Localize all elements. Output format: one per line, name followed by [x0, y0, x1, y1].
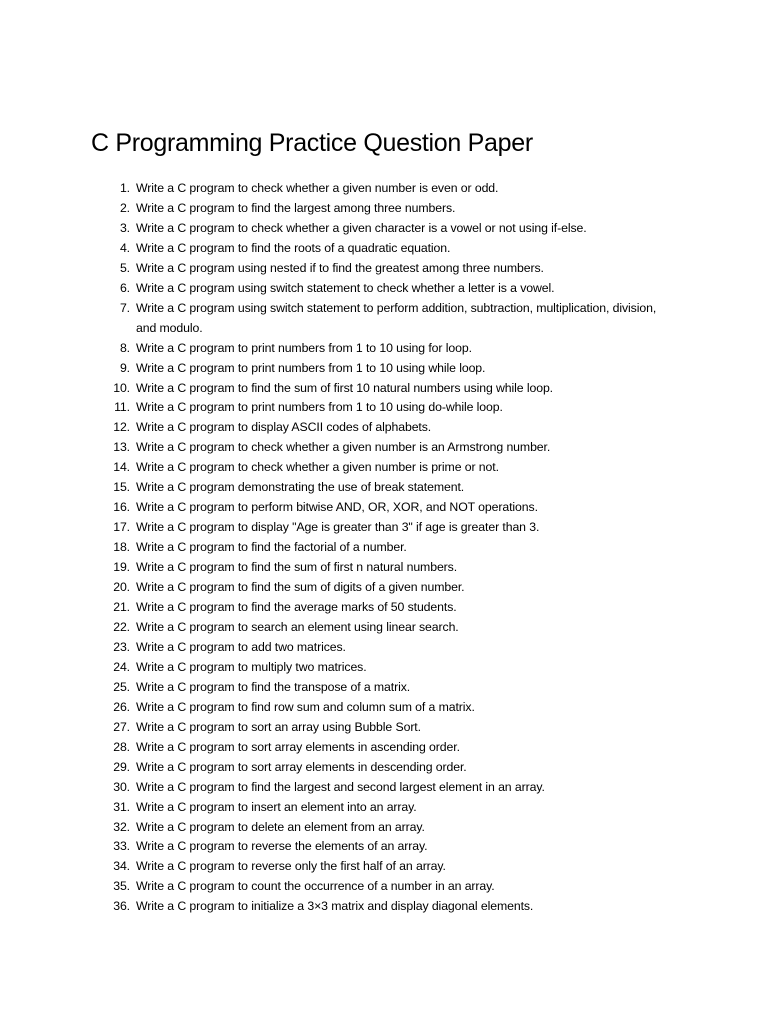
question-number: 6.: [119, 280, 130, 295]
question-text: Write a C program to sort array elements in descending order.: [136, 759, 467, 774]
question-text: Write a C program to check whether a given number is even or odd.: [136, 181, 499, 195]
question-text: Write a C program to find the largest and second largest element in an array.: [136, 779, 545, 794]
question-item: [105, 897, 665, 917]
question-item: [105, 418, 665, 438]
question-item: [105, 538, 665, 558]
question-number: 34.: [113, 859, 130, 874]
question-item: [105, 558, 665, 578]
question-number: 12.: [113, 420, 130, 435]
question-text: Write a C program to search an element using linear search.: [136, 619, 459, 634]
page-title: C Programming Practice Question Paper: [91, 129, 533, 157]
question-text: Write a C program to find the average marks of 50 students.: [136, 600, 457, 615]
question-item: [105, 199, 665, 219]
question-text: Write a C program to sort array elements in ascending order.: [136, 739, 460, 754]
question-text: Write a C program to print numbers from 1 to 10 using while loop.: [136, 360, 486, 375]
question-item: [105, 239, 665, 259]
question-item: [105, 678, 665, 698]
question-number: 26.: [113, 699, 130, 714]
question-item: [105, 698, 665, 718]
question-number: 27.: [113, 719, 130, 734]
question-item: [105, 738, 665, 758]
question-text: Write a C program to find the transpose of a matrix.: [136, 679, 411, 694]
question-text: Write a C program to sort an array using Bubble Sort.: [136, 719, 421, 734]
question-number: 18.: [113, 540, 130, 555]
question-item: [105, 818, 665, 838]
question-item: [105, 857, 665, 877]
question-item: [105, 877, 665, 897]
question-number: 7.: [119, 300, 130, 315]
question-number: 28.: [113, 739, 130, 754]
question-number: 5.: [119, 260, 130, 275]
question-item: [105, 518, 665, 538]
question-text: Write a C program to add two matrices.: [136, 639, 346, 654]
question-item: [105, 219, 665, 239]
question-number: 13.: [113, 440, 130, 455]
question-text: Write a C program using switch statement to check whether a letter is a vowel.: [136, 280, 555, 295]
question-number: 33.: [113, 839, 130, 854]
question-text: Write a C program to multiply two matrices.: [136, 659, 367, 674]
question-item: [105, 339, 665, 359]
question-number: 25.: [113, 679, 130, 694]
question-item: [105, 498, 665, 518]
question-number: 3.: [119, 220, 130, 235]
question-text: Write a C program to initialize a 3×3 matrix and display diagonal elements.: [136, 899, 534, 914]
question-item: [105, 359, 665, 379]
question-text: Write a C program to reverse the elements of an array.: [136, 839, 428, 854]
question-text: Write a C program to print numbers from 1 to 10 using for loop.: [136, 340, 472, 355]
question-item: [105, 458, 665, 478]
question-number: 8.: [119, 340, 130, 355]
question-text: Write a C program to delete an element from an array.: [136, 819, 425, 834]
question-text: Write a C program to find the sum of first n natural numbers.: [136, 560, 458, 575]
question-item: [105, 598, 665, 618]
question-item: [105, 299, 665, 339]
question-item: [105, 478, 665, 498]
question-number: 20.: [113, 580, 130, 595]
question-number: 21.: [113, 600, 130, 615]
question-number: 30.: [113, 779, 130, 794]
question-item: [105, 778, 665, 798]
question-number: 15.: [113, 480, 130, 495]
question-text: Write a C program to find the sum of digits of a given number.: [136, 580, 465, 595]
question-number: 17.: [113, 520, 130, 535]
question-text: Write a C program to perform bitwise AND, OR, XOR, and NOT operations.: [136, 500, 538, 515]
question-text: Write a C program to find the roots of a quadratic equation.: [136, 240, 451, 255]
question-number: 31.: [113, 799, 130, 814]
question-text: Write a C program to find the largest among three numbers.: [136, 200, 456, 215]
question-text: Write a C program to print numbers from 1 to 10 using do-while loop.: [136, 400, 503, 415]
question-number: 36.: [113, 899, 130, 914]
question-number: 22.: [113, 619, 130, 634]
question-item: [105, 398, 665, 418]
question-item: [105, 438, 665, 458]
question-text: Write a C program to reverse only the first half of an array.: [136, 859, 446, 874]
question-number: 14.: [113, 460, 130, 475]
question-number: 29.: [113, 759, 130, 774]
question-text: Write a C program using switch statement to perform addition, subtraction, multiplication, division, and modulo.: [136, 300, 657, 335]
question-text: Write a C program to find the sum of first 10 natural numbers using while loop.: [136, 380, 553, 395]
question-number: 2.: [119, 200, 130, 215]
question-item: [105, 279, 665, 299]
question-text: Write a C program to check whether a given number is an Armstrong number.: [136, 440, 551, 455]
question-item: [105, 758, 665, 778]
question-text: Write a C program to check whether a given number is prime or not.: [136, 460, 499, 475]
question-text: Write a C program to count the occurrence of a number in an array.: [136, 879, 495, 894]
question-item: [105, 718, 665, 738]
question-item: [105, 658, 665, 678]
question-number: 23.: [113, 639, 130, 654]
question-number: 24.: [113, 659, 130, 674]
question-number: 19.: [113, 560, 130, 575]
question-item: [105, 379, 665, 399]
question-text: Write a C program to find row sum and column sum of a matrix.: [136, 699, 475, 714]
question-list: [105, 179, 665, 917]
question-text: Write a C program to find the factorial of a number.: [136, 540, 407, 555]
question-text: Write a C program to insert an element into an array.: [136, 799, 417, 814]
question-item: [105, 618, 665, 638]
question-number: 9.: [119, 360, 130, 375]
question-item: [105, 837, 665, 857]
question-number: 4.: [119, 240, 130, 255]
question-item: [105, 638, 665, 658]
question-number: 35.: [113, 879, 130, 894]
question-item: [105, 798, 665, 818]
question-item: [105, 179, 665, 199]
question-item: [105, 259, 665, 279]
question-number: 16.: [113, 500, 130, 515]
question-text: Write a C program to display ASCII codes of alphabets.: [136, 420, 432, 435]
question-text: Write a C program using nested if to find the greatest among three numbers.: [136, 260, 544, 275]
question-item: [105, 578, 665, 598]
question-number: 1.: [119, 181, 130, 195]
question-text: Write a C program demonstrating the use of break statement.: [136, 480, 465, 495]
question-number: 11.: [114, 400, 130, 415]
question-number: 10.: [113, 380, 130, 395]
question-text: Write a C program to display "Age is greater than 3" if age is greater than 3.: [136, 520, 540, 535]
question-text: Write a C program to check whether a given character is a vowel or not using if-else.: [136, 220, 587, 235]
question-number: 32.: [113, 819, 130, 834]
